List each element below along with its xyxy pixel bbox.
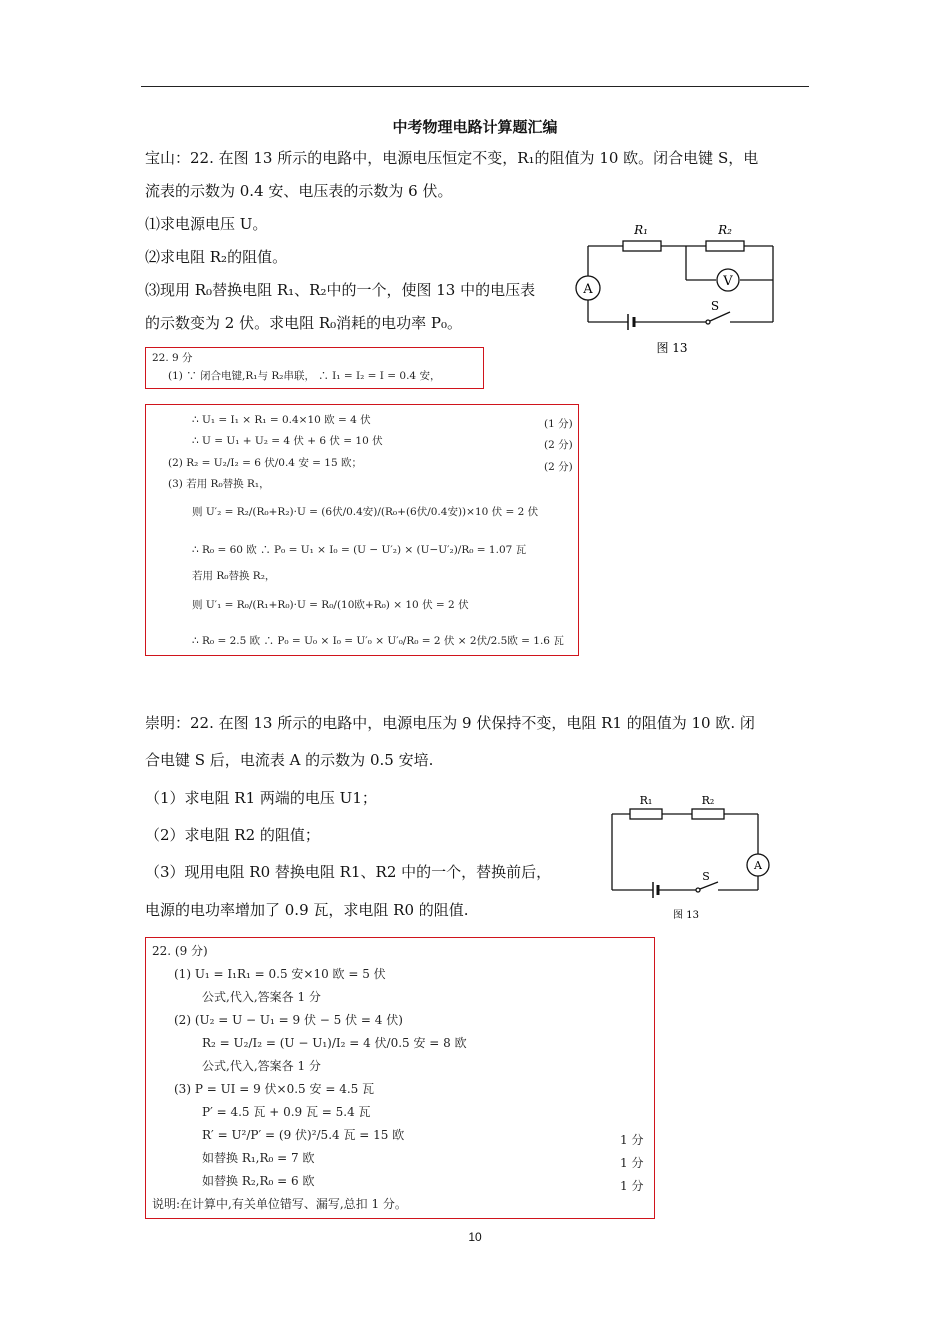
problem-2-line: （1）求电阻 R1 两端的电压 U1； (145, 789, 377, 807)
solution-line: R₂ = U₂/I₂ = (U − U₁)/I₂ = 4 伏/0.5 安 = 8 欧 (202, 1036, 467, 1050)
points-label: 1 分 (620, 1179, 644, 1193)
points-label: 1 分 (620, 1156, 644, 1170)
solution-line: 22. 9 分 (152, 352, 193, 364)
label-r2: R₂ (701, 794, 715, 807)
solution-line: ∴ R₀ = 2.5 欧 ∴ P₀ = U₀ × I₀ = U′₀ × U′₀/R₀ = 2 伏 × 2伏/2.5欧 = 1.6 瓦 (192, 635, 564, 647)
solution-line: 公式,代入,答案各 1 分 (202, 990, 321, 1004)
solution-line: (1) U₁ = I₁R₁ = 0.5 安×10 欧 = 5 伏 (174, 967, 386, 981)
problem-2-line: 合电键 S 后，电流表 A 的示数为 0.5 安培. (145, 751, 434, 769)
points-label: (2 分) (544, 461, 573, 473)
label-r1: R₁ (639, 794, 653, 807)
solution-line: P′ = 4.5 瓦 + 0.9 瓦 = 5.4 瓦 (202, 1105, 371, 1119)
solution-line: (3) 若用 R₀替换 R₁， (168, 478, 270, 490)
solution-line: 则 U′₁ = R₀/(R₁+R₀)·U = R₀/(10欧+R₀) × 10 伏 = 2 伏 (192, 599, 469, 611)
solution-1-head-box (145, 347, 484, 389)
problem-1-line: 宝山：22. 在图 13 所示的电路中，电源电压恒定不变，R₁的阻值为 10 欧。闭合电键 S，电 (145, 149, 759, 167)
circuit-diagram-1 (568, 212, 788, 360)
solution-line: 公式,代入,答案各 1 分 (202, 1059, 321, 1073)
solution-line: 如替换 R₁,R₀ = 7 欧 (202, 1151, 315, 1165)
problem-2-line: 崇明：22. 在图 13 所示的电路中，电源电压为 9 伏保持不变，电阻 R1 的阻值为 10 欧. 闭 (145, 714, 755, 732)
label-voltmeter: V (723, 274, 733, 289)
solution-line: (3) P = UI = 9 伏×0.5 安 = 4.5 瓦 (174, 1082, 375, 1096)
solution-line: ∴ U₁ = I₁ × R₁ = 0.4×10 欧 = 4 伏 (192, 414, 371, 426)
resistor-r2 (692, 809, 724, 819)
points-label: (1 分) (544, 418, 573, 430)
switch-s (710, 312, 730, 321)
solution-line: 则 U′₂ = R₂/(R₀+R₂)·U = (6伏/0.4安)/(R₀+(6伏/0.4安))×10 伏 = 2 伏 (192, 506, 539, 518)
problem-2-line: （2）求电阻 R2 的阻值； (145, 826, 320, 844)
points-label: (2 分) (544, 439, 573, 451)
problem-2-line: 电源的电功率增加了 0.9 瓦，求电阻 R0 的阻值. (145, 901, 469, 919)
solution-line: ∴ U = U₁ + U₂ = 4 伏 + 6 伏 = 10 伏 (192, 435, 383, 447)
problem-2-line: （3）现用电阻 R0 替换电阻 R1、R2 中的一个，替换前后， (145, 863, 552, 881)
solution-line: 若用 R₀替换 R₂， (192, 570, 276, 582)
solution-line: 22. (9 分) (152, 944, 208, 958)
solution-line: 如替换 R₂,R₀ = 6 欧 (202, 1174, 315, 1188)
switch-s (700, 882, 718, 889)
label-switch: S (710, 299, 720, 313)
solution-line: R′ = U²/P′ = (9 伏)²/5.4 瓦 = 15 欧 (202, 1128, 405, 1142)
header-rule (141, 86, 809, 87)
figure-caption: 图 13 (656, 341, 688, 355)
solution-line: (2) R₂ = U₂/I₂ = 6 伏/0.4 安 = 15 欧； (168, 457, 362, 469)
problem-1-line: ⑴求电源电压 U。 (145, 215, 268, 233)
resistor-r1 (630, 809, 662, 819)
figure-caption: 图 13 (673, 910, 699, 921)
circuit-diagram-2 (598, 790, 778, 925)
label-ammeter: A (754, 859, 762, 872)
label-ammeter: A (583, 282, 593, 297)
problem-1-line: ⑵求电阻 R₂的阻值。 (145, 248, 288, 266)
problem-1-line: 的示数变为 2 伏。求电阻 R₀消耗的电功率 P₀。 (145, 314, 463, 332)
solution-line: (2) (U₂ = U − U₁ = 9 伏 − 5 伏 = 4 伏) (174, 1013, 403, 1027)
solution-2-box (145, 937, 655, 1219)
problem-1-line: ⑶现用 R₀替换电阻 R₁、R₂中的一个，使图 13 中的电压表 (145, 281, 536, 299)
page-number: 10 (468, 1230, 482, 1244)
solution-line: ∴ R₀ = 60 欧 ∴ P₀ = U₁ × I₀ = (U − U′₂) × (U−U′₂)/R₀ = 1.07 瓦 (192, 544, 527, 556)
solution-line: 说明:在计算中,有关单位错写、漏写,总扣 1 分。 (152, 1197, 407, 1211)
page-title: 中考物理电路计算题汇编 (392, 118, 558, 136)
solution-1-box (145, 404, 579, 656)
label-switch: S (702, 870, 710, 883)
resistor-r2 (706, 241, 744, 251)
problem-1-line: 流表的示数为 0.4 安、电压表的示数为 6 伏。 (145, 182, 453, 200)
label-r2: R₂ (718, 223, 732, 237)
solution-line: (1) ∵ 闭合电键,R₁与 R₂串联， ∴ I₁ = I₂ = I = 0.4 安， (168, 370, 441, 382)
resistor-r1 (623, 241, 661, 251)
label-r1: R₁ (634, 223, 648, 237)
points-label: 1 分 (620, 1133, 644, 1147)
